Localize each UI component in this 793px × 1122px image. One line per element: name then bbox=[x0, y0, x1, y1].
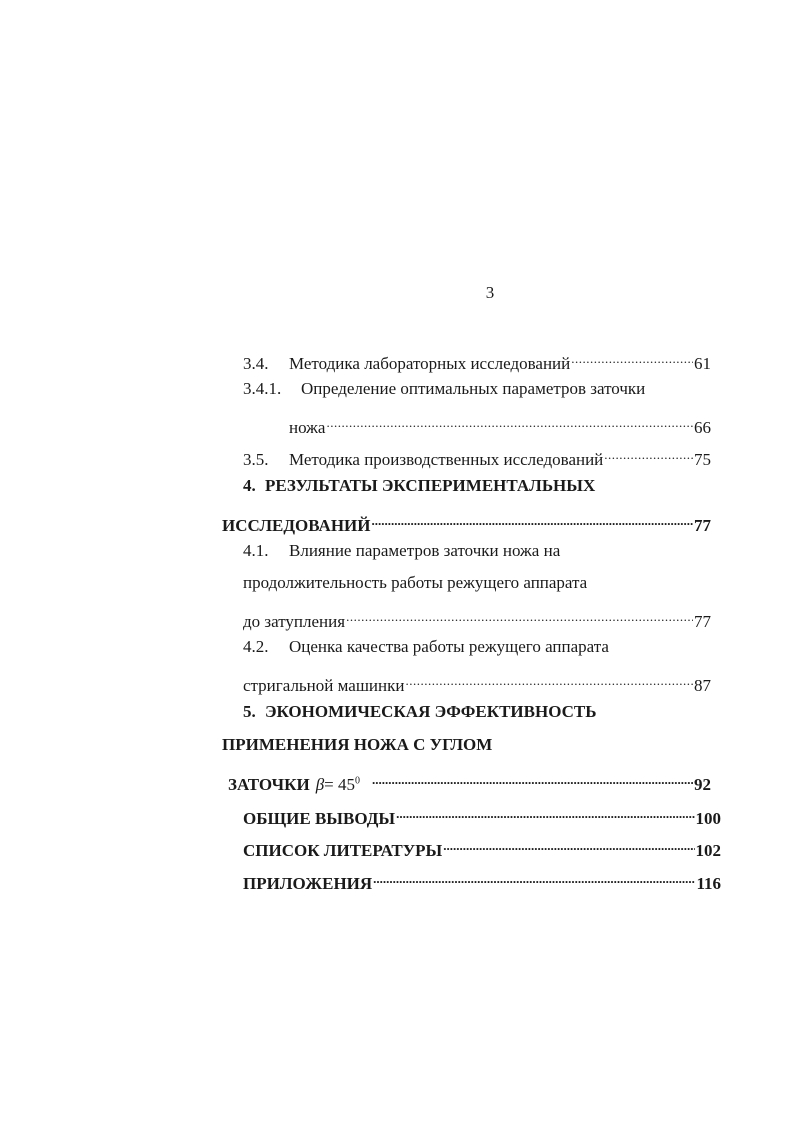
toc-title-cont: до затупления bbox=[243, 612, 346, 631]
toc-entry-4-1-cont2[interactable] bbox=[243, 603, 711, 631]
toc-entry-conclusions[interactable] bbox=[243, 800, 721, 828]
toc-leader bbox=[373, 865, 695, 889]
toc-title-cont: стригальной машинки bbox=[243, 676, 405, 695]
toc-title-cont: ИССЛЕДОВАНИЙ bbox=[222, 516, 371, 535]
toc-page: 116 bbox=[696, 874, 721, 893]
beta-value bbox=[324, 773, 360, 797]
toc-entry-4-2-cont[interactable] bbox=[243, 667, 711, 695]
toc-page: 75 bbox=[694, 450, 711, 469]
toc-entry-3-4-1-cont[interactable] bbox=[289, 409, 711, 437]
toc-page: 77 bbox=[694, 612, 711, 631]
degree-superscript: 0 bbox=[355, 775, 361, 787]
toc-leader bbox=[405, 667, 693, 691]
toc-number: 3.5. bbox=[243, 450, 269, 469]
toc-title: ОБЩИЕ ВЫВОДЫ bbox=[243, 809, 396, 828]
toc-page: 87 bbox=[694, 676, 711, 695]
toc-title: РЕЗУЛЬТАТЫ ЭКСПЕРИМЕНТАЛЬНЫХ bbox=[265, 476, 596, 495]
toc-leader bbox=[372, 507, 694, 531]
toc-entry-3-4[interactable] bbox=[243, 345, 711, 373]
toc-number: 4.1. bbox=[243, 541, 269, 560]
toc-title: СПИСОК ЛИТЕРАТУРЫ bbox=[243, 841, 443, 860]
toc-title: Методика лабораторных исследований bbox=[289, 354, 571, 373]
toc-page: 92 bbox=[694, 775, 711, 794]
toc-entry-5[interactable] bbox=[243, 700, 711, 724]
toc-number: 3.4. bbox=[243, 354, 269, 373]
toc-page: 77 bbox=[694, 516, 711, 535]
toc-title: Оценка качества работы режущего аппарата bbox=[289, 637, 609, 656]
toc-page: 61 bbox=[694, 354, 711, 373]
toc-leader bbox=[396, 800, 694, 824]
beta-value-text: = 45 bbox=[324, 775, 356, 794]
toc-leader bbox=[372, 766, 693, 790]
toc-page: 66 bbox=[694, 418, 711, 437]
toc-title: Влияние параметров заточки ножа на bbox=[289, 541, 561, 560]
toc-entry-4[interactable] bbox=[243, 474, 711, 498]
toc-page: 100 bbox=[695, 809, 721, 828]
toc-title-cont: ножа bbox=[289, 418, 326, 437]
toc-title: Определение оптимальных параметров заточки bbox=[301, 379, 646, 398]
toc-leader bbox=[326, 409, 693, 433]
toc-entry-5-cont1[interactable] bbox=[222, 733, 711, 757]
toc-entry-4-2[interactable] bbox=[243, 635, 711, 659]
toc-title: Методика производственных исследований bbox=[289, 450, 604, 469]
toc-leader bbox=[443, 832, 694, 856]
toc-number: 5. bbox=[243, 702, 256, 721]
toc-leader bbox=[346, 603, 693, 627]
toc-entry-appendices[interactable] bbox=[243, 865, 721, 893]
toc-page: 102 bbox=[695, 841, 721, 860]
toc-leader bbox=[571, 345, 693, 369]
toc-title: ЭКОНОМИЧЕСКАЯ ЭФФЕКТИВНОСТЬ bbox=[265, 702, 597, 721]
toc-entry-3-5[interactable] bbox=[243, 441, 711, 469]
toc-number: 3.4.1. bbox=[243, 379, 282, 398]
toc-title: ПРИЛОЖЕНИЯ bbox=[243, 874, 373, 893]
toc-leader bbox=[604, 441, 693, 465]
toc-number: 4. bbox=[243, 476, 256, 495]
toc-entry-4-1-cont1[interactable] bbox=[243, 571, 711, 595]
toc-entry-references[interactable] bbox=[243, 832, 721, 860]
page-number: 3 bbox=[485, 283, 495, 302]
toc-title-cont: ЗАТОЧКИ bbox=[228, 775, 310, 794]
toc-entry-3-4-1[interactable] bbox=[243, 377, 711, 401]
toc-entry-4-cont[interactable] bbox=[222, 507, 711, 535]
toc-entry-5-cont2[interactable] bbox=[228, 766, 711, 794]
toc-title-cont: ПРИМЕНЕНИЯ НОЖА С УГЛОМ bbox=[222, 735, 493, 754]
beta-symbol: β bbox=[315, 775, 325, 794]
toc-title-cont: продолжительность работы режущего аппарата bbox=[243, 573, 588, 592]
toc-entry-4-1[interactable] bbox=[243, 539, 711, 563]
toc-number: 4.2. bbox=[243, 637, 269, 656]
